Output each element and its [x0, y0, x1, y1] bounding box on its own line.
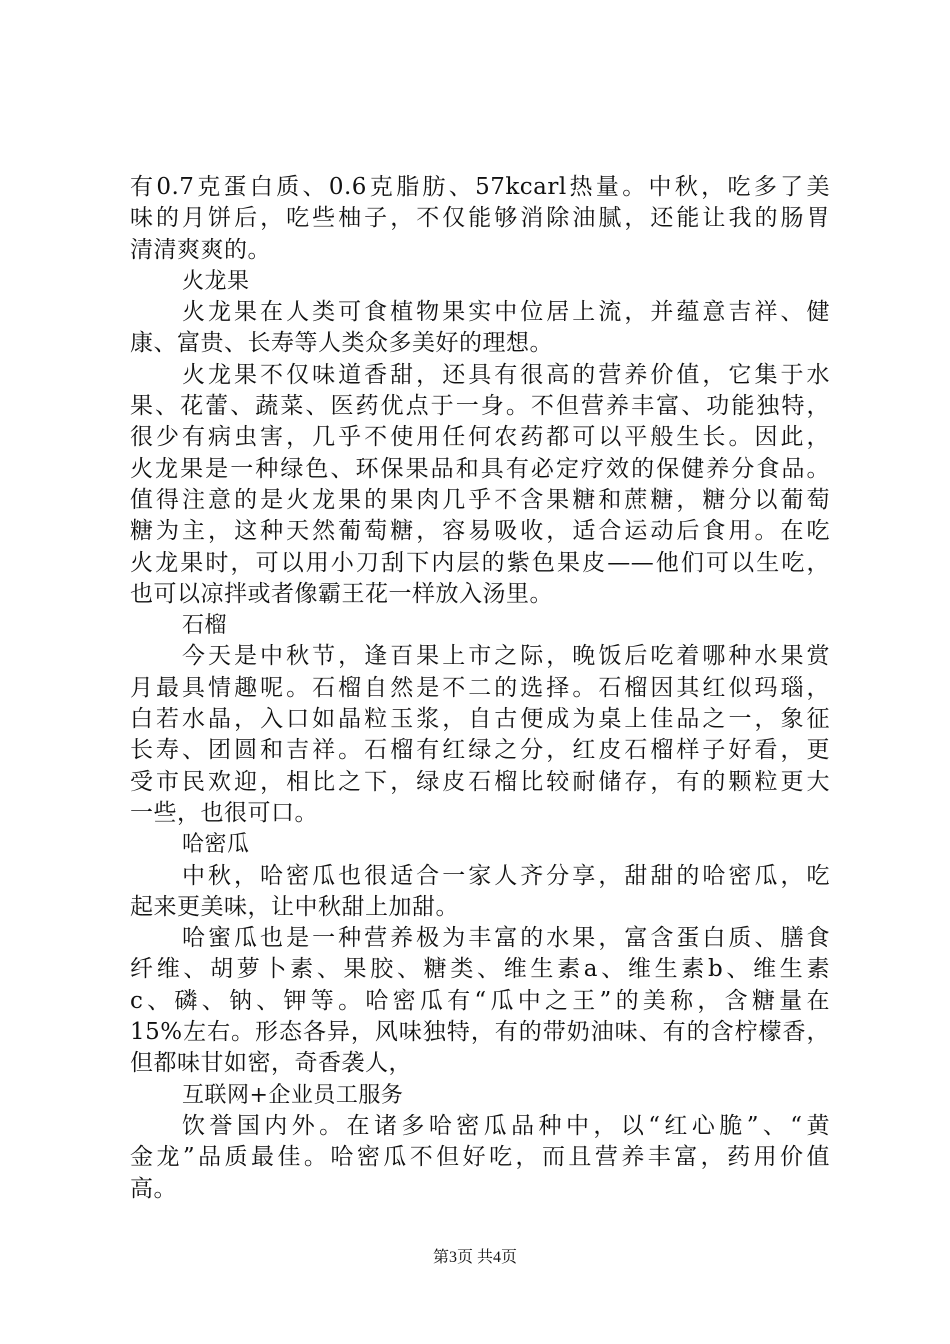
- paragraph: [130, 641, 830, 829]
- paragraph: [130, 172, 830, 266]
- paragraph-line: 中秋，哈密瓜也很适合一家人齐分享，甜甜的哈密瓜，吃: [182, 862, 830, 889]
- paragraph-line: 哈蜜瓜也是一种营养极为丰富的水果，富含蛋白质、膳食: [182, 925, 830, 952]
- paragraph-line: 一些，也很可口。: [130, 799, 318, 826]
- section-heading: 火龙果: [182, 268, 250, 294]
- section-heading: 石榴: [182, 613, 228, 639]
- paragraph-line: 清清爽爽的。: [130, 236, 271, 263]
- paragraph-line: 长寿、团圆和吉祥。石榴有红绿之分，红皮石榴样子好看，更: [130, 737, 830, 764]
- paragraph-line: 糖为主，这种天然葡萄糖，容易吸收，适合运动后食用。在吃: [130, 518, 830, 545]
- paragraph-line: 但都味甘如密，奇香袭人，: [130, 1050, 412, 1077]
- paragraph-line: 火龙果不仅味道香甜，还具有很高的营养价值，它集于水: [182, 361, 830, 388]
- paragraph-line: 火龙果是一种绿色、环保果品和具有必定疗效的保健养分食品。: [130, 455, 830, 482]
- section-heading: 哈密瓜: [182, 832, 250, 858]
- paragraph-line: 火龙果在人类可食植物果实中位居上流，并蕴意吉祥、健: [182, 299, 830, 326]
- paragraph: [130, 923, 830, 1079]
- document-body: [130, 172, 830, 1205]
- paragraph-line: 也可以凉拌或者像霸王花一样放入汤里。: [130, 580, 553, 607]
- paragraph-line: 值得注意的是火龙果的果肉几乎不含果糖和蔗糖，糖分以葡萄: [130, 486, 830, 513]
- paragraph-line: 味的月饼后，吃些柚子，不仅能够消除油腻，还能让我的肠胃: [130, 205, 830, 232]
- paragraph-line: 很少有病虫害，几乎不使用任何农药都可以平般生长。因此，: [130, 424, 830, 451]
- paragraph-line: 白若水晶，入口如晶粒玉浆，自古便成为桌上佳品之一，象征: [130, 706, 830, 733]
- paragraph-line: 康、富贵、长寿等人类众多美好的理想。: [130, 330, 553, 357]
- paragraph-line: 月最具情趣呢。石榴自然是不二的选择。石榴因其红似玛瑙，: [130, 674, 830, 701]
- paragraph: [130, 297, 830, 360]
- paragraph-line: 火龙果时，可以用小刀刮下内层的紫色果皮——他们可以生吃，: [130, 549, 830, 576]
- section-heading: 互联网+企业员工服务: [182, 1082, 404, 1108]
- page-footer: 第3页 共4页: [432, 1249, 517, 1266]
- paragraph: [130, 1111, 830, 1205]
- paragraph-line: 今天是中秋节，逢百果上市之际，晚饭后吃着哪种水果赏: [182, 643, 830, 670]
- paragraph-line: 金龙”品质最佳。哈密瓜不但好吃，而且营养丰富，药用价值: [130, 1144, 830, 1171]
- paragraph-line: 高。: [130, 1175, 177, 1202]
- paragraph-line: c、磷、钠、钾等。哈密瓜有“瓜中之王”的美称，含糖量在: [130, 987, 830, 1014]
- paragraph-line: 有0.7克蛋白质、0.6克脂肪、57kcarl热量。中秋，吃多了美: [130, 174, 830, 200]
- paragraph-line: 饮誉国内外。在诸多哈密瓜品种中，以“红心脆”、“黄: [182, 1112, 830, 1139]
- paragraph: [130, 861, 830, 924]
- paragraph-line: 果、花蕾、蔬菜、医药优点于一身。不但营养丰富、功能独特，: [130, 393, 830, 420]
- paragraph-line: 起来更美味，让中秋甜上加甜。: [130, 893, 459, 920]
- paragraph-line: 受市民欢迎，相比之下，绿皮石榴比较耐储存，有的颗粒更大: [130, 768, 830, 795]
- paragraph: [130, 360, 830, 610]
- paragraph-line: 15%左右。形态各异，风味独特，有的带奶油味、有的含柠檬香，: [130, 1019, 830, 1046]
- paragraph-line: 纤维、胡萝卜素、果胶、糖类、维生素a、维生素b、维生素: [130, 956, 830, 983]
